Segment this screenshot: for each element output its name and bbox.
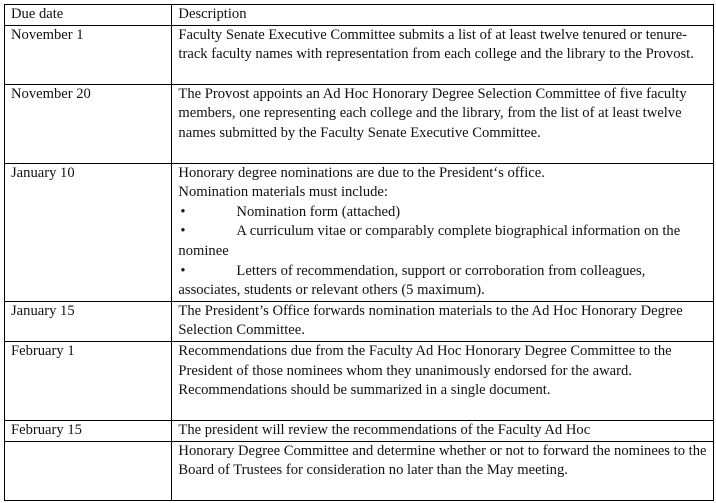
due-date-cell [5, 441, 172, 500]
due-date-cell: February 1 [5, 341, 172, 420]
table-row [5, 301, 714, 341]
description-cell: Faculty Senate Executive Committee submits a list of at least twelve tenured or tenure-track faculty names with representation from each college and the library to the Provost. [172, 25, 714, 84]
description-intro: Honorary degree nominations are due to the President‘s office. [178, 164, 545, 181]
header-due-date: Due date [5, 5, 172, 26]
list-item-text: Nomination form (attached) [236, 203, 401, 220]
list-item-text: A curriculum vitae or comparably complete biographical information on the nominee [178, 223, 681, 259]
description-intro: Nomination materials must include: [178, 184, 388, 201]
description-cell: Honorary Degree Committee and determine whether or not to forward the nominees to the Board of Trustees for consideration no later than the May meeting. [172, 441, 714, 500]
due-date-cell: January 10 [5, 163, 172, 301]
bullet-icon: • [180, 262, 186, 279]
table-row [5, 25, 714, 84]
list-item [178, 222, 707, 261]
table-row [5, 163, 714, 301]
header-description: Description [172, 5, 714, 26]
table-row [5, 84, 714, 163]
table-row [5, 420, 714, 441]
bullet-icon: • [180, 203, 186, 220]
due-date-cell: November 20 [5, 84, 172, 163]
due-date-table [4, 4, 714, 501]
due-date-cell: January 15 [5, 301, 172, 341]
table-header-row [5, 5, 714, 26]
table-row [5, 441, 714, 500]
description-cell: The Provost appoints an Ad Hoc Honorary Degree Selection Committee of five faculty members, one representing each college and the library, from the list of at least twelve names submitted by the Faculty Senate Executive Committee. [172, 84, 714, 163]
description-cell [172, 163, 714, 301]
due-date-cell: November 1 [5, 25, 172, 84]
description-cell: The President’s Office forwards nomination materials to the Ad Hoc Honorary Degree Selection Committee. [172, 301, 714, 341]
list-item [178, 203, 707, 223]
due-date-cell: February 15 [5, 420, 172, 441]
list-item-text: Letters of recommendation, support or corroboration from colleagues, associates, students or relevant others (5 maximum). [178, 262, 646, 299]
list-item [178, 262, 707, 301]
description-cell: The president will review the recommendations of the Faculty Ad Hoc [172, 420, 714, 441]
table-row [5, 341, 714, 420]
description-cell: Recommendations due from the Faculty Ad Hoc Honorary Degree Committee to the President of those nominees whom they unanimously endorsed for the award. Recommendations should be summarized in a single document. [172, 341, 714, 420]
bullet-icon: • [180, 223, 186, 240]
